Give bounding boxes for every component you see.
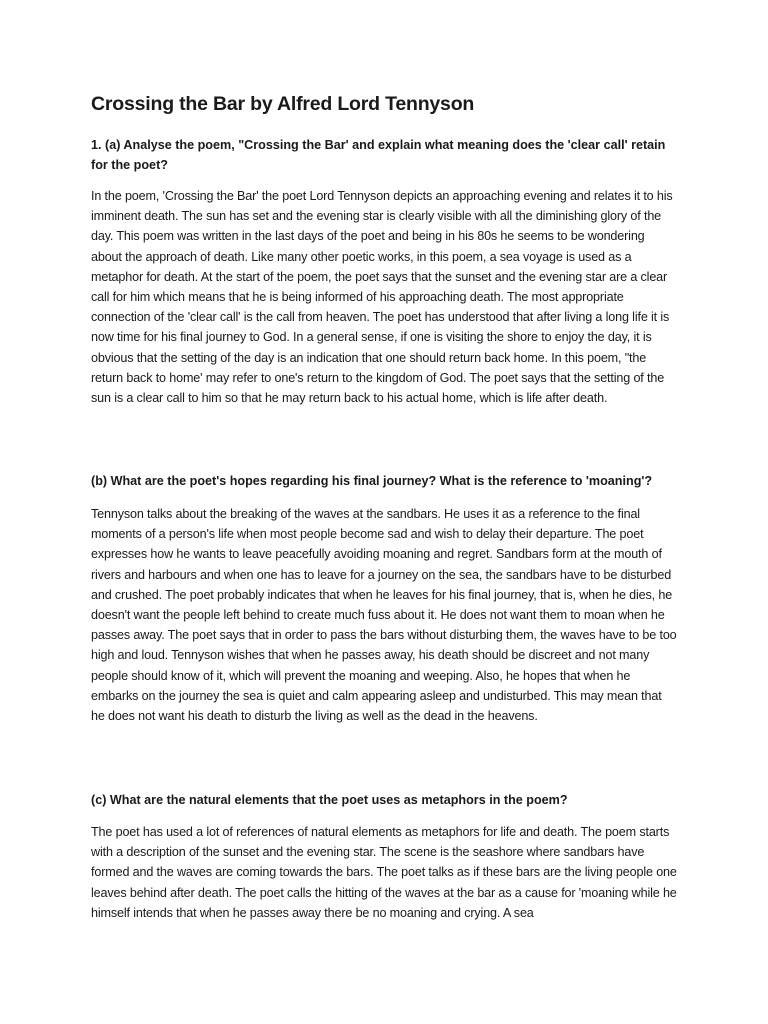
document-title: Crossing the Bar by Alfred Lord Tennyson <box>91 93 475 115</box>
answer-1a: In the poem, 'Crossing the Bar' the poet Lord Tennyson depicts an approaching evening and relates it to his imminent death. The sun has set and the evening star is clearly visible with all the diminishing glory of the day. This poem was written in the last days of the poet and being in his 80s he seems to be wondering about the approach of death. Like many other poetic works, in this poem, a sea voyage is used as a metaphor for death. At the start of the poem, the poet says that the sunset and the evening star are a clear call for him which means that he is being informed of his approaching death. The most appropriate connection of the 'clear call' is the call from heaven. The poet has understood that after living a long life it is now time for his final journey to God. In a general sense, if one is visiting the shore to enjoy the day, it is obvious that the setting of the day is an indication that one should return back home. In this poem, "the return back to home' may refer to one's return to the kingdom of God. The poet says that the setting of the sun is a clear call to him so that he may return back to his actual home, which is life after death. <box>91 189 673 406</box>
question-1a: 1. (a) Analyse the poem, "Crossing the Bar' and explain what meaning does the 'clear call' retain for the poet? <box>91 138 666 173</box>
question-1c: (c) What are the natural elements that the poet uses as metaphors in the poem? <box>91 793 568 807</box>
answer-1b: Tennyson talks about the breaking of the waves at the sandbars. He uses it as a reference to the final moments of a person's life when most people become sad and wish to delay their departure. The poet expresses how he wants to leave peacefully avoiding moaning and regret. Sandbars form at the mouth of rivers and harbours and when one has to leave for a journey on the sea, the sandbars have to be disturbed and crushed. The poet probably indicates that when he leaves for his final journey, that is, when he dies, he doesn't want the people left behind to create much fuss about it. He does not want them to moan when he passes away. The poet says that in order to pass the bars without disturbing them, the waves have to be too high and loud. Tennyson wishes that when he passes away, his death should be discreet and not many people should know of it, which will prevent the moaning and weeping. Also, he hopes that when he embarks on the journey the sea is quiet and calm appearing asleep and undisturbed. This may mean that he does not want his death to disturb the living as well as the dead in the heavens. <box>91 507 677 724</box>
question-1b: (b) What are the poet's hopes regarding his final journey? What is the reference to 'moaning'? <box>91 474 653 488</box>
answer-1c: The poet has used a lot of references of natural elements as metaphors for life and death. The poem starts with a description of the sunset and the evening star. The scene is the seashore where sandbars have formed and the waves are coming towards the bars. The poet talks as if these bars are the living people one leaves behind after death. The poet calls the hitting of the waves at the bar as a cause for 'moaning while he himself intends that when he passes away there be no moaning and crying. A sea <box>91 825 677 920</box>
